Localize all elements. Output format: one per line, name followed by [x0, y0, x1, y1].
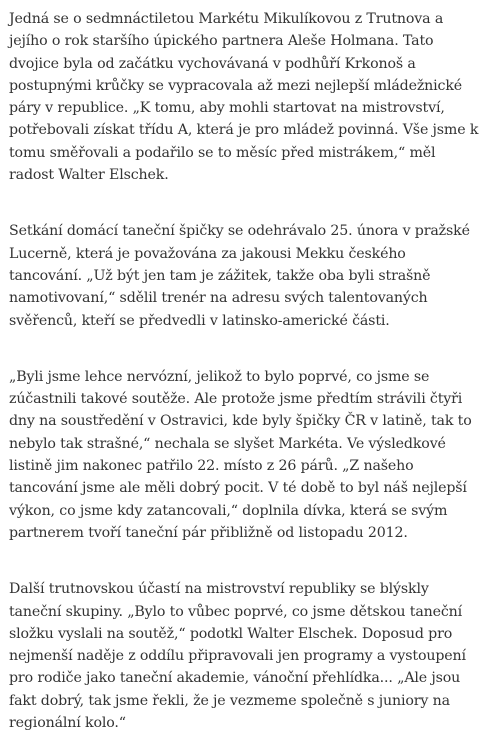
paragraph-1: Jedná se o sedmnáctiletou Markétu Mikulíkovou z Trutnova a jejího o rok staršího úpického partnera Aleše Holmana. Tato dvojice byla od začátku vychovávaná v podhůří Krkonoš a postupnými krůčky se vypracovala až mezi nejlepší mládežnické páry v republice. „K tomu, aby mohli startovat na mistrovství, potřebovali získat třídu A, která je pro mládež povinná. Vše jsme k tomu směřovali a podařilo se to měsíc před mistrákem,“ měl radost Walter Elschek. — [9, 11, 479, 184]
paragraph-2: Setkání domácí taneční špičky se odehrávalo 25. února v pražské Lucerně, která je považována za jakousi Mekku českého tancování. „Už být jen tam je zážitek, takže oba byli strašně namotivovaní,“ sdělil trenér na adresu svých talentovaných svěřenců, kteří se předvedli v latinsko-americké části. — [9, 223, 470, 329]
paragraph-3: „Byli jsme lehce nervózní, jelikož to bylo poprvé, co jsme se zúčastnili takové soutěže. Ale protože jsme předtím strávili čtyři dny na soustředění v Ostravici, kde byly špičky ČR v latině, tak to nebylo tak strašné,“ nechala se slyšet Markéta. Ve výsledkové listině jim nakonec patřilo 22. místo z 26 párů. „Z našeho tancování jsme ale měli dobrý pocit. V té době to byl náš nejlepší výkon, co jsme kdy zatancovali,“ doplnila dívka, která se svým partnerem tvoří taneční pár přibližně od listopadu 2012. — [9, 368, 472, 541]
article-body — [9, 8, 481, 734]
paragraph-4: Další trutnovskou účastí na mistrovství republiky se blýskly taneční skupiny. „Bylo to vůbec poprvé, co jsme dětskou taneční složku vyslali na soutěž,“ podotkl Walter Elschek. Doposud pro nejmenší naděje z oddílu připravovali jen programy a vystoupení pro rodiče jako taneční akademie, vánoční přehlídka... „Ale jsou fakt dobrý, tak jsme řekli, že je vezmeme společně s juniory na regionální kolo.“ — [9, 581, 466, 732]
